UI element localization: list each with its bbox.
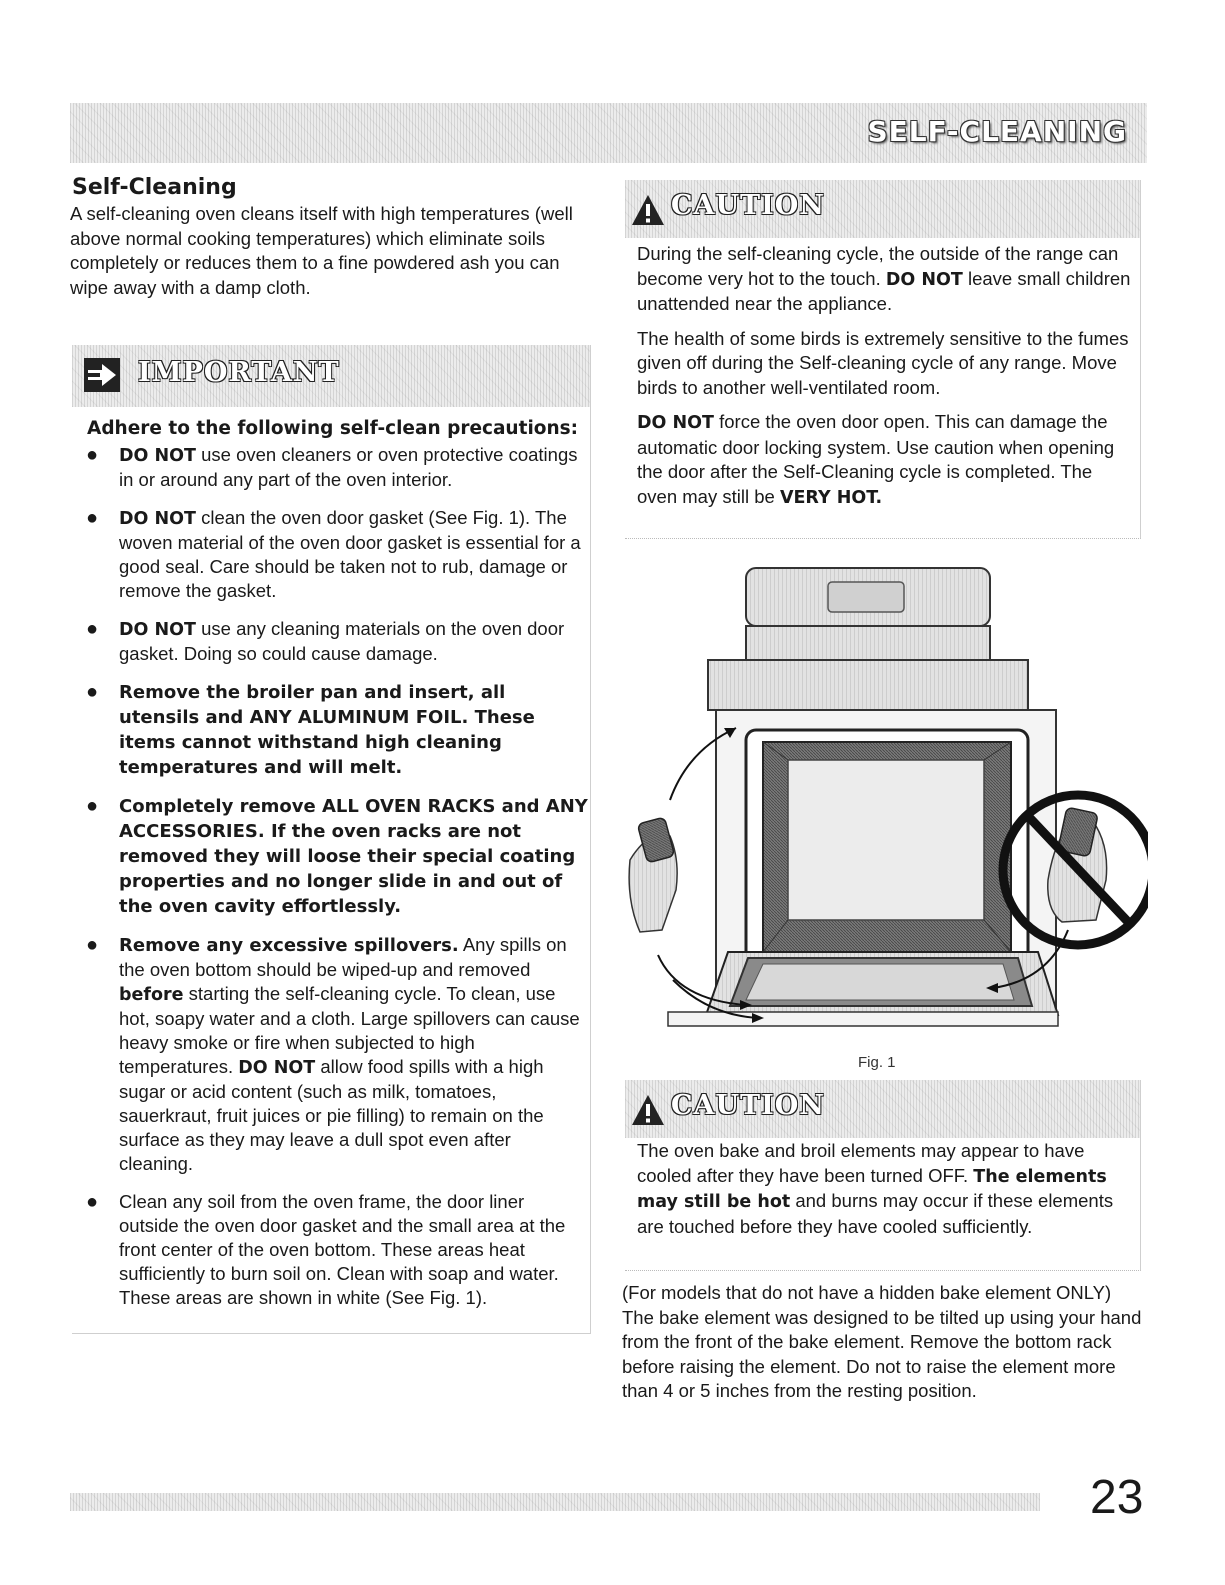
- important-box: [72, 345, 591, 1334]
- list-item: ● DO NOT use any cleaning materials on the oven door gasket. Doing so could cause damage.: [86, 618, 565, 664]
- list-item: ● Remove the broiler pan and insert, all utensils and ANY ALUMINUM FOIL. These items cannot withstand high cleaning temperatures and will melt.: [86, 681, 535, 778]
- caution-label: CAUTION: [671, 190, 825, 221]
- section-title: SELF-CLEANING: [867, 115, 1127, 148]
- figure-caption: Fig. 1: [858, 1054, 896, 1071]
- page-heading: Self-Cleaning: [72, 175, 237, 200]
- intro-paragraph: A self-cleaning oven cleans itself with high temperatures (well above normal cooking temperatures) which eliminate soils completely or reduces them to a fine powdered ash you can wipe away with a damp cloth.: [70, 203, 573, 298]
- precautions-heading: Adhere to the following self-clean precautions:: [87, 418, 579, 439]
- caution-text: The oven bake and broil elements may appear to have cooled after they have been turned OFF. The elements may still be hot and burns may occur if these elements are touched before they have cooled sufficiently.: [637, 1140, 1114, 1237]
- list-item: ● Clean any soil from the oven frame, the door liner outside the oven door gasket and the small area at the front center of the oven bottom. These areas heat sufficiently to burn soil on. Clean with soap and water. These areas are shown in white (See Fig. 1).: [86, 1191, 566, 1308]
- section-banner: [70, 103, 1147, 163]
- list-item: ● Remove any excessive spillovers. Any spills on the oven bottom should be wiped-up and removed before starting the self-cleaning cycle. To clean, use hot, soapy water and a cloth. Large spillovers can cause heavy smoke or fire when subjected to high temperatures. DO NOT allow food spills with a high sugar or acid content (such as milk, tomatoes, sauerkraut, fruit juices or pie filling) to remain on the surface as they may leave a dull spot even after cleaning.: [86, 934, 580, 1174]
- page-number: 23: [1090, 1471, 1144, 1524]
- bake-element-note: (For models that do not have a hidden bake element ONLY) The bake element was designed to be tilted up using your hand from the front of the bake element. Remove the bottom rack before raising the element. Do not to raise the element more than 4 or 5 inches from the resting position.: [622, 1282, 1142, 1401]
- list-item: ● DO NOT clean the oven door gasket (See Fig. 1). The woven material of the oven door gasket is essential for a good seal. Care should be taken not to rub, damage or remove the gasket.: [86, 507, 581, 601]
- warning-icon: [631, 194, 665, 226]
- important-banner: [72, 345, 590, 407]
- caution-label: CAUTION: [671, 1090, 825, 1121]
- caution-banner: [625, 180, 1140, 238]
- important-arrow-icon: [84, 358, 120, 392]
- oven-door-gasket-figure: [618, 560, 1148, 1040]
- warning-icon: [631, 1094, 665, 1126]
- list-item: ● Completely remove ALL OVEN RACKS and ANY ACCESSORIES. If the oven racks are not removed they will loose their special coating properties and no longer slide in and out of the oven cavity effortlessly.: [86, 795, 588, 917]
- caution-text: During the self-cleaning cycle, the outside of the range can become very hot to the touch. DO NOT leave small children unattended near the appliance. The health of some birds is extremely sensitive to the fumes given off during the Self-cleaning cycle of any range. Move birds to another well-ventilated room. DO NOT force the oven door open. This can damage the automatic door locking system. Use caution when opening the door after the Self-Cleaning cycle is completed. The oven may still be VERY HOT.: [637, 243, 1131, 508]
- caution-box: [625, 1080, 1141, 1271]
- important-label: IMPORTANT: [138, 357, 340, 388]
- caution-box: [625, 180, 1141, 539]
- caution-banner: [625, 1080, 1140, 1138]
- footer-bar: [70, 1493, 1040, 1511]
- precaution-list: [72, 443, 588, 1324]
- list-item: ● DO NOT use oven cleaners or oven protective coatings in or around any part of the oven interior.: [86, 444, 578, 490]
